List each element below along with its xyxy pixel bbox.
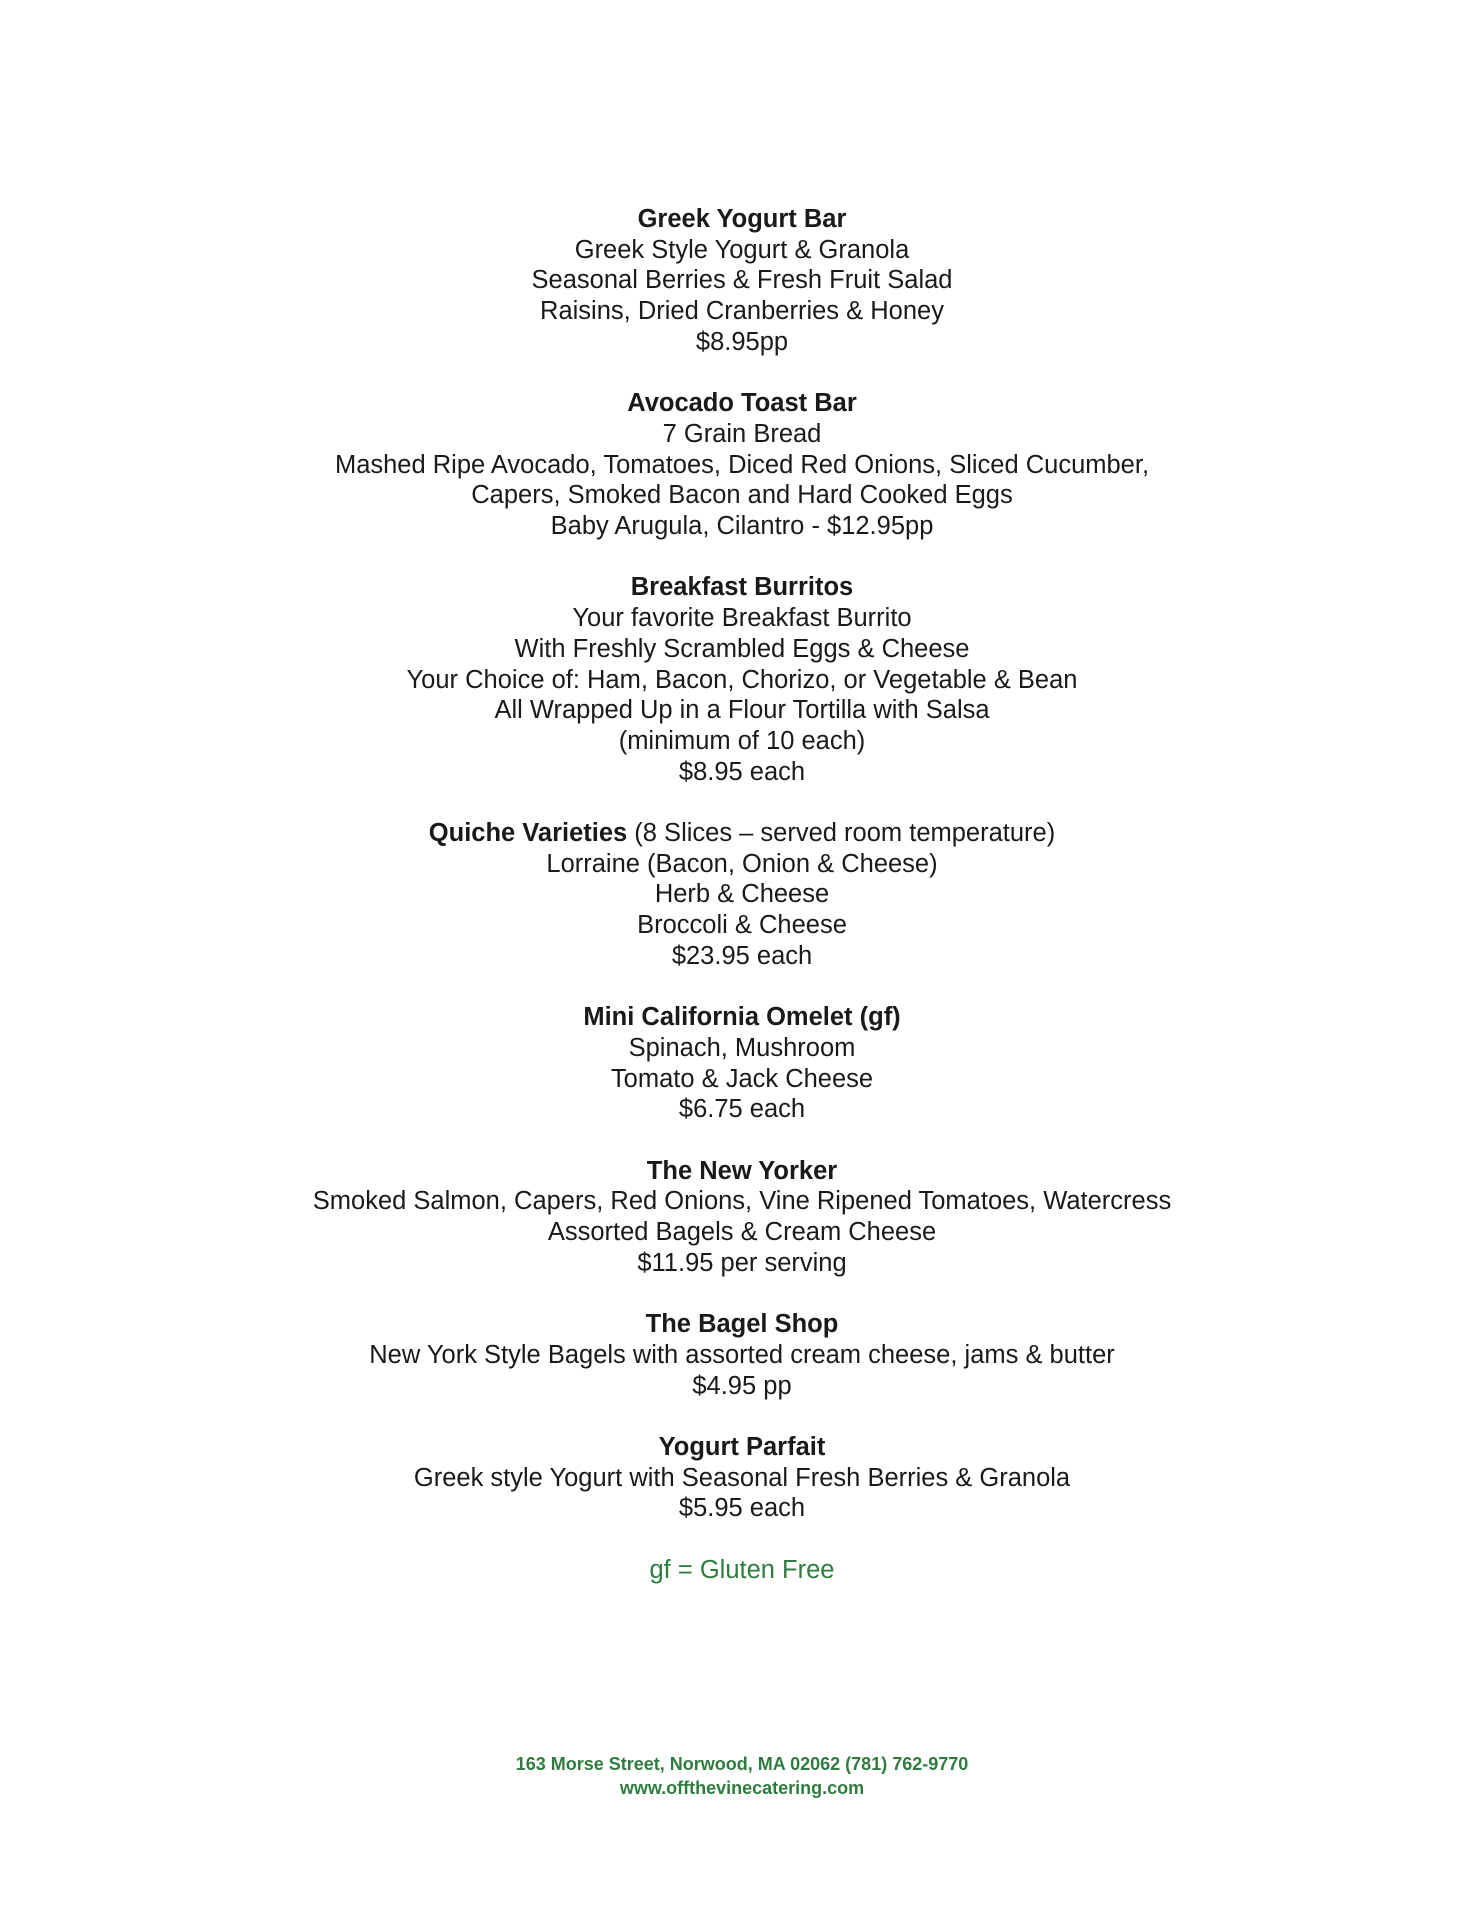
- menu-line: Capers, Smoked Bacon and Hard Cooked Eggs: [471, 481, 1013, 510]
- menu-line: 7 Grain Bread: [662, 419, 822, 448]
- menu-section-avocado-toast-bar: [0, 388, 1484, 542]
- section-title: Mini California Omelet (gf): [583, 1003, 901, 1032]
- menu-section-the-new-yorker: [0, 1156, 1484, 1279]
- menu-line: Spinach, Mushroom: [628, 1033, 856, 1062]
- section-title-note: (8 Slices – served room temperature): [627, 819, 1056, 848]
- menu-section-mini-california-omelet: [0, 1002, 1484, 1125]
- menu-line: Seasonal Berries & Fresh Fruit Salad: [531, 266, 953, 295]
- menu-section-yogurt-parfait: [0, 1432, 1484, 1524]
- menu-line: Greek style Yogurt with Seasonal Fresh Berries & Granola: [413, 1463, 1071, 1492]
- price-line: Baby Arugula, Cilantro - $12.95pp: [550, 512, 934, 541]
- menu-line: Broccoli & Cheese: [637, 911, 847, 940]
- price-line: $6.75 each: [678, 1095, 806, 1124]
- menu-line: (minimum of 10 each): [618, 726, 866, 755]
- menu-section-the-bagel-shop: [0, 1309, 1484, 1401]
- menu-line: Greek Style Yogurt & Granola: [574, 235, 910, 264]
- menu-section-breakfast-burritos: [0, 572, 1484, 787]
- footer: [0, 1752, 1484, 1800]
- section-title: Greek Yogurt Bar: [637, 205, 847, 233]
- menu-line: Assorted Bagels & Cream Cheese: [547, 1218, 937, 1247]
- section-title: Avocado Toast Bar: [627, 389, 857, 418]
- menu-line: Your Choice of: Ham, Bacon, Chorizo, or Vegetable & Bean: [406, 665, 1078, 694]
- section-title: Quiche Varieties: [428, 819, 628, 848]
- price-line: $23.95 each: [671, 941, 813, 970]
- footer-website-link[interactable]: www.offthevinecatering.com: [619, 1778, 865, 1798]
- menu-line: New York Style Bagels with assorted cream cheese, jams & butter: [369, 1340, 1115, 1369]
- menu-section-quiche-varieties: [0, 818, 1484, 972]
- footer-address: 163 Morse Street, Norwood, MA 02062 (781) 762-9770: [515, 1754, 969, 1774]
- menu-line: Raisins, Dried Cranberries & Honey: [540, 297, 944, 326]
- price-line: $4.95 pp: [692, 1371, 792, 1400]
- section-title: Breakfast Burritos: [630, 573, 854, 602]
- menu-line: Mashed Ripe Avocado, Tomatoes, Diced Red Onions, Sliced Cucumber,: [334, 450, 1150, 479]
- price-line: $11.95 per serving: [637, 1248, 847, 1277]
- menu-line: Your favorite Breakfast Burrito: [572, 604, 912, 633]
- menu-body: [0, 204, 1484, 1586]
- menu-line: With Freshly Scrambled Eggs & Cheese: [514, 634, 970, 663]
- section-title: The Bagel Shop: [645, 1310, 839, 1339]
- section-heading: [0, 818, 1484, 849]
- menu-line: Smoked Salmon, Capers, Red Onions, Vine Ripened Tomatoes, Watercress: [312, 1187, 1172, 1216]
- menu-line: All Wrapped Up in a Flour Tortilla with Salsa: [494, 696, 990, 725]
- menu-section-greek-yogurt-bar: [0, 204, 1484, 358]
- legend-text: gf = Gluten Free: [649, 1555, 835, 1584]
- menu-line: Lorraine (Bacon, Onion & Cheese): [546, 849, 938, 878]
- price-line: $8.95pp: [695, 327, 789, 356]
- section-title: Yogurt Parfait: [658, 1433, 826, 1462]
- menu-line: Herb & Cheese: [654, 880, 830, 909]
- menu-line: Tomato & Jack Cheese: [610, 1064, 874, 1093]
- price-line: $8.95 each: [678, 757, 806, 786]
- price-line: $5.95 each: [678, 1494, 806, 1523]
- gluten-free-legend: [0, 1555, 1484, 1586]
- section-title: The New Yorker: [646, 1156, 838, 1185]
